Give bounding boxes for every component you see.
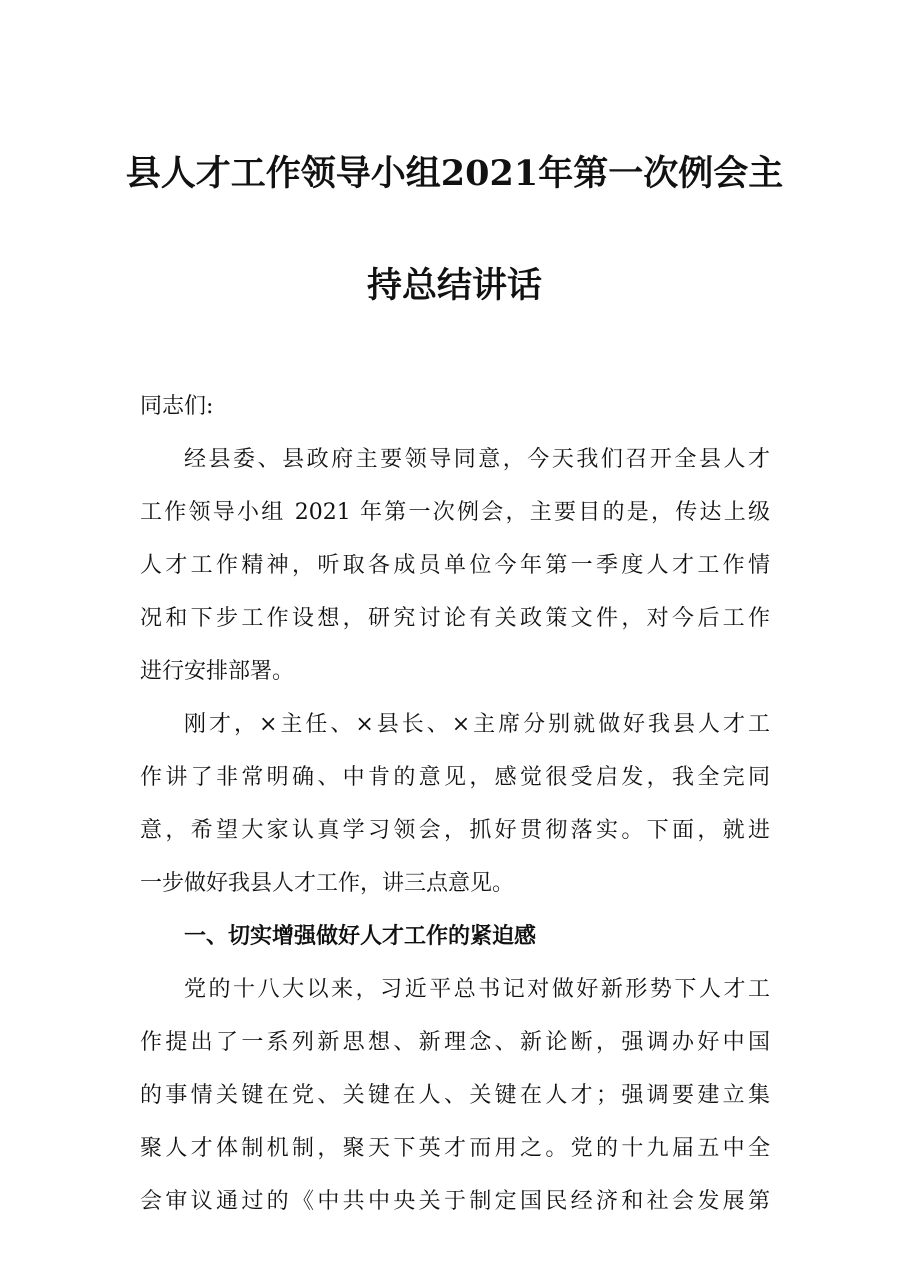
paragraph-line: 党的十八大以来，习近平总书记对做好新形势下人才工: [184, 977, 770, 1002]
section-paragraph: [140, 963, 770, 1228]
paragraph-2: [140, 698, 770, 910]
paragraph-line: 作讲了非常明确、中肯的意见，感觉很受启发，我全完同: [140, 765, 770, 790]
paragraph-line: 工作领导小组 2021 年第一次例会，主要目的是，传达上级: [140, 500, 770, 525]
paragraph-line: 经县委、县政府主要领导同意，今天我们召开全县人才: [184, 447, 770, 472]
paragraph-line: 进行安排部署。: [140, 659, 295, 684]
paragraph-line: 一步做好我县人才工作，讲三点意见。: [140, 871, 515, 896]
section-heading: 一、切实增强做好人才工作的紧迫感: [184, 924, 537, 949]
paragraph-line: 人才工作精神，听取各成员单位今年第一季度人才工作情: [140, 553, 770, 578]
paragraph-line: 意，希望大家认真学习领会，抓好贯彻落实。下面，就进: [140, 818, 770, 843]
paragraph-line: 的事情关键在党、关键在人、关键在人才；强调要建立集: [140, 1083, 770, 1108]
paragraph-line: 聚人才体制机制，聚天下英才而用之。党的十九届五中全: [140, 1136, 770, 1161]
salutation: 同志们:: [140, 394, 214, 419]
paragraph-line: 刚才，×主任、×县长、×主席分别就做好我县人才工: [184, 712, 770, 737]
paragraph-line: 会审议通过的《中共中央关于制定国民经济和社会发展第: [140, 1189, 770, 1214]
document-title-line-1: 县人才工作领导小组2021年第一次例会主: [125, 153, 784, 194]
document-body: [140, 380, 770, 1228]
document-title-line-2: 持总结讲话: [366, 265, 542, 306]
paragraph-line: 作提出了一系列新思想、新理念、新论断，强调办好中国: [140, 1030, 770, 1055]
paragraph-1: [140, 433, 770, 698]
paragraph-line: 况和下步工作设想，研究讨论有关政策文件，对今后工作: [140, 606, 770, 631]
